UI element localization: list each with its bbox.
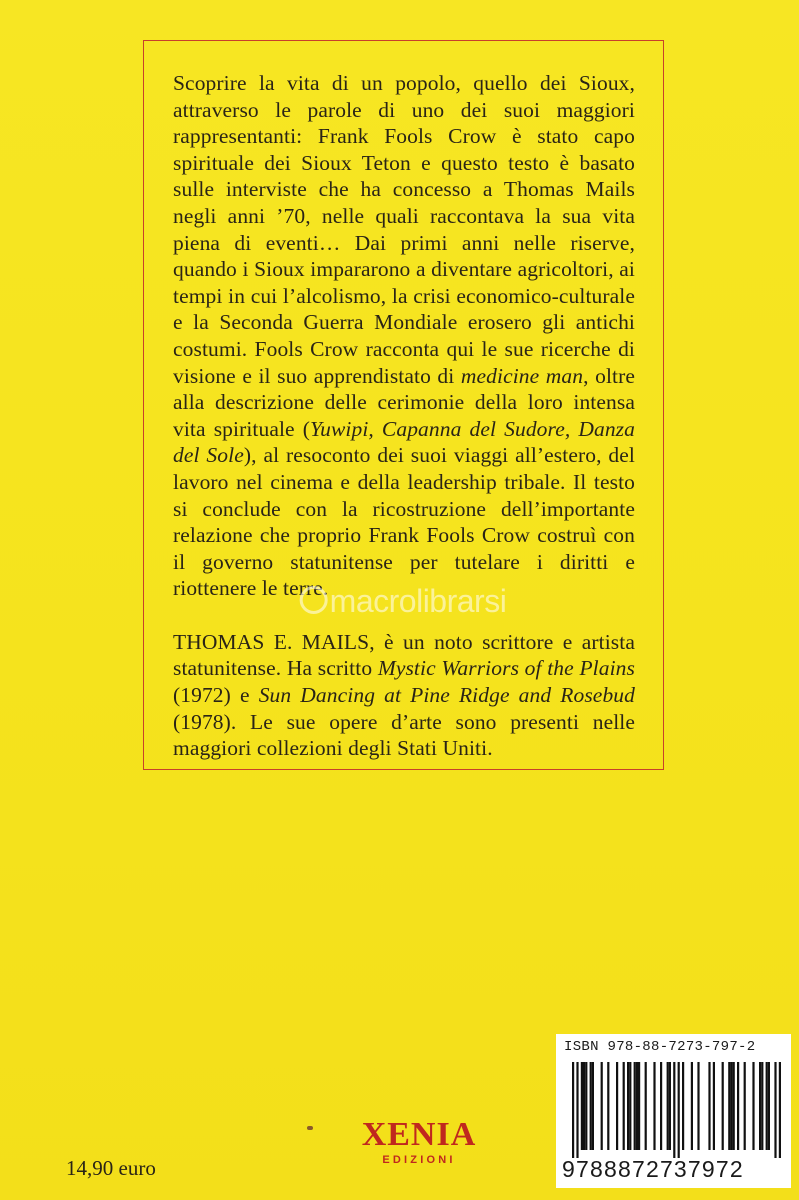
body-text-run: THOMAS E. MAILS, è un noto scrittore e artista statunitense. Ha scritto xyxy=(173,629,635,681)
publisher-subtitle: EDIZIONI xyxy=(382,1154,456,1166)
barcode-bar xyxy=(752,1062,754,1150)
barcode-bar xyxy=(697,1062,699,1150)
barcode-bar xyxy=(634,1062,636,1150)
body-text-run: Scoprire la vita di un popolo, quello dei Sioux, attraverso le parole di uno dei suoi maggiori rappresentanti: Frank Fools Crow è stato capo spirituale dei Sioux Teton e questo testo è basato sulle interviste che ha concesso a Thomas Mails negli anni ’70, nelle quali raccontava la sua vita piena di eventi… Dai primi anni nelle riserve, quando i Sioux impararono a diventare agricoltori, ai tempi in cui l’alcolismo, la crisi economico-culturale e la Seconda Guerra Mondiale erosero gli antichi costumi. Fools Crow racconta qui le sue ricerche di visione e il suo apprendistato di xyxy=(173,71,635,388)
body-text-run: (1978). Le sue opere d’arte sono presenti nelle maggiori collezioni degli Stati Uniti. xyxy=(173,709,635,761)
barcode-bar xyxy=(607,1062,609,1150)
publisher-name: XENIA xyxy=(361,1116,477,1153)
barcode-bar xyxy=(759,1062,761,1150)
barcode-bar xyxy=(576,1062,578,1158)
ean-digits: 9788872737972 xyxy=(562,1156,744,1182)
barcode-bar xyxy=(667,1062,669,1150)
publisher-logo xyxy=(354,1118,484,1167)
barcode-bar xyxy=(682,1062,684,1150)
barcode-bar xyxy=(744,1062,746,1150)
barcode-bar xyxy=(572,1062,574,1158)
barcode-bar xyxy=(653,1062,655,1150)
italic-title-text: medicine man xyxy=(460,363,584,388)
barcode-bar xyxy=(730,1062,732,1150)
price-label: 14,90 euro xyxy=(66,1156,156,1180)
barcode-bar xyxy=(627,1062,629,1150)
barcode-bar xyxy=(581,1062,583,1150)
barcode-bar xyxy=(678,1062,680,1158)
barcode-bar xyxy=(629,1062,631,1150)
barcode-bar xyxy=(728,1062,730,1150)
barcode-bar xyxy=(583,1062,585,1150)
body-text-run: ), al resoconto dei suoi viaggi all’estero, del lavoro nel cinema e della leadership tribale. Il testo si conclude con la ricostruzione dell’importante relazione che proprio Frank Fools Crow costruì con il governo statunitense per tutelare i diritti e riottenere le terre. xyxy=(173,443,635,601)
barcode-bar xyxy=(708,1062,710,1150)
barcode-bar xyxy=(733,1062,735,1150)
barcode-bar xyxy=(638,1062,640,1150)
italic-title-text: Mystic Warriors of the Plains xyxy=(377,656,635,681)
barcode-bar xyxy=(592,1062,594,1150)
italic-title-text: Yuwipi, Capanna del Sudore, Danza del Sole xyxy=(173,416,635,468)
barcode-bar xyxy=(774,1062,776,1158)
barcode-bar xyxy=(616,1062,618,1150)
barcode-bar xyxy=(766,1062,768,1150)
blurb-paragraph-author xyxy=(173,629,635,762)
barcode-bar xyxy=(585,1062,587,1150)
barcode-bar xyxy=(660,1062,662,1150)
barcode-bar xyxy=(761,1062,763,1150)
barcode-bar xyxy=(713,1062,715,1150)
body-text-run: , oltre alla descrizione delle cerimonie della loro intensa vita spirituale ( xyxy=(173,363,636,441)
barcode-bar xyxy=(768,1062,770,1150)
barcode-bar xyxy=(645,1062,647,1150)
barcode-bar xyxy=(623,1062,625,1150)
italic-title-text: Sun Dancing at Pine Ridge and Rosebud xyxy=(258,683,635,708)
barcode-bar xyxy=(722,1062,724,1150)
barcode-bar xyxy=(673,1062,675,1158)
body-text-run: (1972) e xyxy=(173,683,259,708)
barcode-bars xyxy=(560,1062,787,1158)
barcode-bar xyxy=(601,1062,603,1150)
barcode-bar xyxy=(636,1062,638,1150)
barcode-bar xyxy=(779,1062,781,1158)
watermark-logo-icon xyxy=(300,586,328,614)
print-speck xyxy=(307,1126,313,1130)
blurb-paragraph-description xyxy=(173,70,635,602)
barcode-bar xyxy=(737,1062,739,1150)
barcode-bar xyxy=(691,1062,693,1150)
blurb-text xyxy=(173,70,635,762)
barcode-panel xyxy=(556,1034,791,1188)
barcode-bar xyxy=(669,1062,671,1150)
barcode-bar xyxy=(590,1062,592,1150)
watermark xyxy=(300,583,507,620)
watermark-text: macrolibrarsi xyxy=(329,583,507,619)
isbn-label: ISBN 978-88-7273-797-2 xyxy=(564,1039,756,1055)
